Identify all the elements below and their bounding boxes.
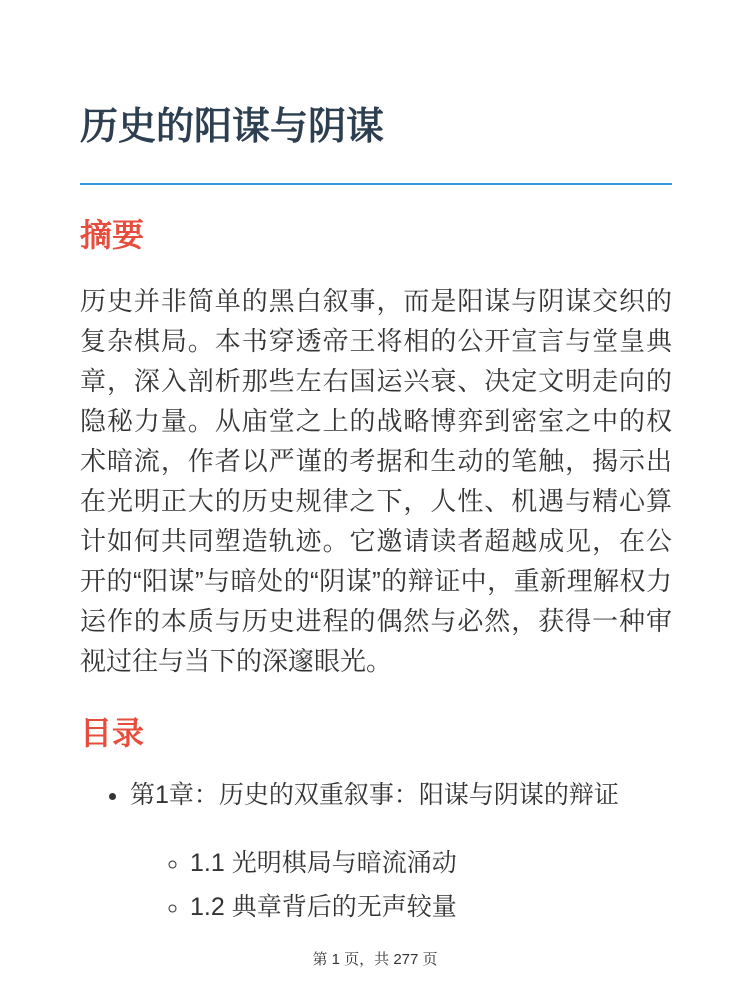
toc-chapter-label: 第1章：历史的双重叙事：阳谋与阴谋的辩证 <box>130 781 619 810</box>
abstract-heading: 摘要 <box>80 216 145 253</box>
abstract-paragraph: 历史并非简单的黑白叙事，而是阳谋与阴谋交织的复杂棋局。本书穿透帝王将相的公开宣言与堂皇典章，深入剖析那些左右国运兴衰、决定文明走向的隐秘力量。从庙堂之上的战略博弈到密室之中的权术暗流，作者以严谨的考据和生动的笔触，揭示出在光明正大的历史规律之下，人性、机遇与精心算计如何共同塑造轨迹。它邀请读者超越成见，在公开的“阳谋”与暗处的“阴谋”的辩证中，重新理解权力运作的本质与历史进程的偶然与必然，获得一种审视过往与当下的深邃眼光。 <box>80 285 672 676</box>
page-title: 历史的阳谋与阴谋 <box>80 106 385 148</box>
toc-chapter-item <box>130 779 672 923</box>
toc-subsection-item: ◦ 1.1 光明棋局与暗流涌动 <box>190 847 672 879</box>
toc-subsection-item: ◦ 1.2 典章背后的无声较量 <box>190 891 672 923</box>
toc-heading: 目录 <box>80 714 145 751</box>
title-divider <box>80 183 672 185</box>
toc-subsection-list <box>130 847 672 923</box>
toc-list <box>80 779 672 923</box>
page-number-indicator: 第 1 页，共 277 页 <box>312 951 438 968</box>
